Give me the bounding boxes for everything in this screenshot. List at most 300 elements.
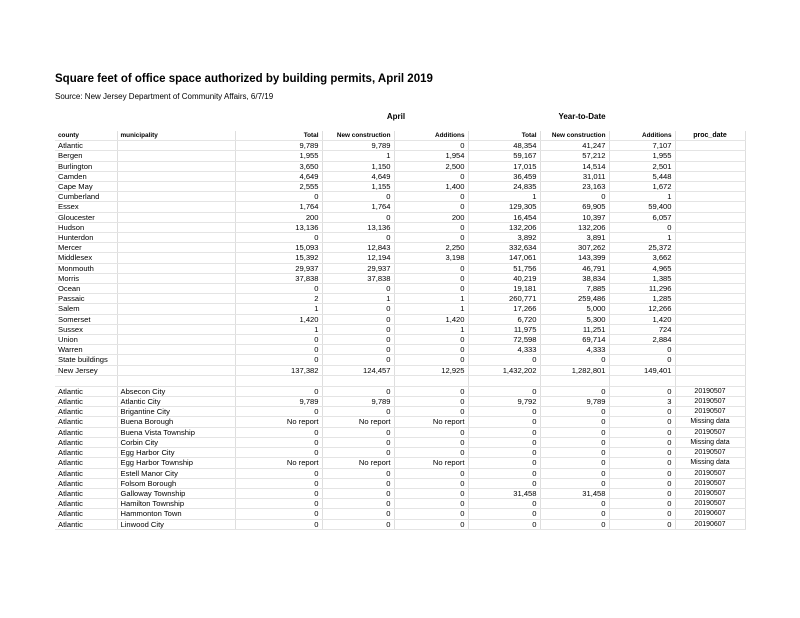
april-additions-cell: 1,954 <box>394 151 468 161</box>
april-new-construction-cell: 0 <box>322 335 394 345</box>
municipality-row <box>55 417 745 427</box>
county-cell: Atlantic <box>55 458 117 468</box>
april-new-construction-cell: 0 <box>322 324 394 334</box>
april-total-cell: 0 <box>235 192 322 202</box>
municipality-row <box>55 519 745 529</box>
april-new-construction-cell: 0 <box>322 478 394 488</box>
municipality-cell: Folsom Borough <box>117 478 235 488</box>
county-cell: Ocean <box>55 284 117 294</box>
county-cell: Hudson <box>55 222 117 232</box>
municipality-cell <box>117 171 235 181</box>
municipality-cell <box>117 263 235 273</box>
group-header-ytd: Year-to-Date <box>558 112 606 121</box>
april-additions-cell: 1,420 <box>394 314 468 324</box>
proc-date-cell <box>675 222 745 232</box>
ytd-total-cell: 0 <box>468 437 540 447</box>
ytd-new-construction-cell: 0 <box>540 407 609 417</box>
april-new-construction-cell: 0 <box>322 304 394 314</box>
april-new-construction-cell: 0 <box>322 519 394 529</box>
county-row <box>55 202 745 212</box>
april-additions-cell: 0 <box>394 386 468 396</box>
april-new-construction-cell: 0 <box>322 509 394 519</box>
county-cell: Middlesex <box>55 253 117 263</box>
ytd-total-cell: 40,219 <box>468 273 540 283</box>
ytd-new-construction-cell: 259,486 <box>540 294 609 304</box>
proc-date-cell: 20190507 <box>675 397 745 407</box>
county-row <box>55 324 745 334</box>
proc-date-cell: 20190507 <box>675 478 745 488</box>
ytd-additions-cell: 2,884 <box>609 335 675 345</box>
ytd-total-cell: 0 <box>468 458 540 468</box>
county-cell: Essex <box>55 202 117 212</box>
april-total-cell: 0 <box>235 519 322 529</box>
ytd-new-construction-cell: 31,458 <box>540 488 609 498</box>
april-additions-cell: 200 <box>394 212 468 222</box>
municipality-cell <box>117 304 235 314</box>
april-additions-cell: 12,925 <box>394 365 468 375</box>
april-additions-cell: 0 <box>394 519 468 529</box>
proc-date-cell <box>675 294 745 304</box>
april-new-construction-cell: 124,457 <box>322 365 394 375</box>
ytd-additions-cell: 0 <box>609 355 675 365</box>
county-row <box>55 294 745 304</box>
ytd-total-cell: 0 <box>468 478 540 488</box>
proc-date-cell <box>675 202 745 212</box>
county-cell: Somerset <box>55 314 117 324</box>
ytd-new-construction-cell: 9,789 <box>540 397 609 407</box>
april-additions-cell: 0 <box>394 448 468 458</box>
april-total-cell: 0 <box>235 509 322 519</box>
ytd-new-construction-cell: 41,247 <box>540 141 609 151</box>
municipality-cell <box>117 273 235 283</box>
april-additions-cell: 2,250 <box>394 243 468 253</box>
proc-date-cell: 20190507 <box>675 488 745 498</box>
ytd-total-cell: 0 <box>468 386 540 396</box>
proc-date-cell: Missing data <box>675 458 745 468</box>
municipality-cell <box>117 233 235 243</box>
april-total-cell: 37,838 <box>235 273 322 283</box>
proc-date-cell <box>675 171 745 181</box>
municipality-cell: Buena Borough <box>117 417 235 427</box>
ytd-additions-cell: 25,372 <box>609 243 675 253</box>
county-row <box>55 182 745 192</box>
ytd-total-cell: 48,354 <box>468 141 540 151</box>
ytd-new-construction-cell: 1,282,801 <box>540 365 609 375</box>
municipality-cell <box>117 192 235 202</box>
municipality-cell <box>117 365 235 375</box>
ytd-additions-cell: 1,672 <box>609 182 675 192</box>
col-header-ytd-new-construction: New construction <box>540 131 609 141</box>
proc-date-cell: 20190507 <box>675 499 745 509</box>
april-total-cell: 0 <box>235 335 322 345</box>
county-row <box>55 141 745 151</box>
municipality-row <box>55 458 745 468</box>
proc-date-cell <box>675 182 745 192</box>
county-row <box>55 263 745 273</box>
ytd-total-cell: 0 <box>468 355 540 365</box>
county-cell: Atlantic <box>55 478 117 488</box>
proc-date-cell <box>675 345 745 355</box>
municipality-cell: Egg Harbor City <box>117 448 235 458</box>
april-new-construction-cell: 1,764 <box>322 202 394 212</box>
municipality-row <box>55 437 745 447</box>
municipality-row <box>55 386 745 396</box>
county-cell: Burlington <box>55 161 117 171</box>
april-total-cell: 3,650 <box>235 161 322 171</box>
municipality-cell: Estell Manor City <box>117 468 235 478</box>
ytd-total-cell: 51,756 <box>468 263 540 273</box>
proc-date-cell: 20190607 <box>675 519 745 529</box>
ytd-additions-cell: 1,385 <box>609 273 675 283</box>
april-additions-cell: 2,500 <box>394 161 468 171</box>
municipality-cell <box>117 355 235 365</box>
ytd-new-construction-cell: 0 <box>540 448 609 458</box>
municipality-cell <box>117 284 235 294</box>
col-header-county: county <box>55 131 117 141</box>
ytd-additions-cell: 0 <box>609 437 675 447</box>
county-cell: Atlantic <box>55 437 117 447</box>
ytd-additions-cell: 0 <box>609 499 675 509</box>
april-total-cell: 29,937 <box>235 263 322 273</box>
ytd-total-cell: 9,792 <box>468 397 540 407</box>
municipality-cell: Brigantine City <box>117 407 235 417</box>
ytd-total-cell: 6,720 <box>468 314 540 324</box>
ytd-total-cell: 72,598 <box>468 335 540 345</box>
ytd-total-cell: 0 <box>468 468 540 478</box>
municipality-cell: Egg Harbor Township <box>117 458 235 468</box>
ytd-additions-cell: 0 <box>609 386 675 396</box>
ytd-additions-cell: 0 <box>609 488 675 498</box>
ytd-total-cell: 17,015 <box>468 161 540 171</box>
municipality-cell <box>117 324 235 334</box>
april-additions-cell: 0 <box>394 263 468 273</box>
april-additions-cell: 0 <box>394 468 468 478</box>
april-additions-cell: 0 <box>394 202 468 212</box>
municipality-cell <box>117 151 235 161</box>
april-new-construction-cell: 37,838 <box>322 273 394 283</box>
municipality-row <box>55 397 745 407</box>
ytd-additions-cell: 0 <box>609 458 675 468</box>
report-source: Source: New Jersey Department of Community Affairs, 6/7/19 <box>55 92 274 101</box>
municipality-cell <box>117 212 235 222</box>
ytd-new-construction-cell: 132,206 <box>540 222 609 232</box>
ytd-new-construction-cell: 14,514 <box>540 161 609 171</box>
april-total-cell: 2,555 <box>235 182 322 192</box>
municipality-row <box>55 448 745 458</box>
april-new-construction-cell: 0 <box>322 192 394 202</box>
april-new-construction-cell: 29,937 <box>322 263 394 273</box>
april-new-construction-cell: 0 <box>322 355 394 365</box>
april-total-cell: 137,382 <box>235 365 322 375</box>
april-new-construction-cell: 9,789 <box>322 397 394 407</box>
ytd-total-cell: 19,181 <box>468 284 540 294</box>
april-total-cell: 0 <box>235 499 322 509</box>
april-additions-cell: 0 <box>394 355 468 365</box>
ytd-new-construction-cell: 0 <box>540 499 609 509</box>
april-total-cell: 0 <box>235 345 322 355</box>
proc-date-cell: Missing data <box>675 417 745 427</box>
april-additions-cell: No report <box>394 417 468 427</box>
ytd-additions-cell: 149,401 <box>609 365 675 375</box>
county-cell: Morris <box>55 273 117 283</box>
ytd-new-construction-cell: 0 <box>540 478 609 488</box>
proc-date-cell: 20190507 <box>675 468 745 478</box>
county-cell: Atlantic <box>55 427 117 437</box>
col-header-april-new-construction: New construction <box>322 131 394 141</box>
municipality-row <box>55 407 745 417</box>
april-total-cell: 2 <box>235 294 322 304</box>
ytd-total-cell: 31,458 <box>468 488 540 498</box>
april-new-construction-cell: 0 <box>322 437 394 447</box>
ytd-additions-cell: 1,285 <box>609 294 675 304</box>
municipality-cell: Absecon City <box>117 386 235 396</box>
april-additions-cell: 0 <box>394 192 468 202</box>
county-row <box>55 365 745 375</box>
county-cell: Cumberland <box>55 192 117 202</box>
april-total-cell: 0 <box>235 468 322 478</box>
municipality-cell: Galloway Township <box>117 488 235 498</box>
april-total-cell: 0 <box>235 448 322 458</box>
april-additions-cell: 0 <box>394 284 468 294</box>
april-additions-cell: 0 <box>394 488 468 498</box>
april-total-cell: 0 <box>235 437 322 447</box>
ytd-total-cell: 16,454 <box>468 212 540 222</box>
county-cell: Bergen <box>55 151 117 161</box>
ytd-total-cell: 0 <box>468 499 540 509</box>
ytd-total-cell: 59,167 <box>468 151 540 161</box>
county-row <box>55 243 745 253</box>
proc-date-cell <box>675 284 745 294</box>
ytd-new-construction-cell: 46,791 <box>540 263 609 273</box>
county-cell: Atlantic <box>55 488 117 498</box>
ytd-additions-cell: 0 <box>609 478 675 488</box>
april-new-construction-cell: 13,136 <box>322 222 394 232</box>
municipality-cell: Corbin City <box>117 437 235 447</box>
proc-date-cell <box>675 253 745 263</box>
proc-date-cell <box>675 304 745 314</box>
ytd-additions-cell: 1,955 <box>609 151 675 161</box>
proc-date-cell: 20190607 <box>675 509 745 519</box>
ytd-total-cell: 4,333 <box>468 345 540 355</box>
spacer-row <box>55 375 745 386</box>
municipality-cell <box>117 314 235 324</box>
april-total-cell: 15,392 <box>235 253 322 263</box>
ytd-additions-cell: 0 <box>609 509 675 519</box>
ytd-new-construction-cell: 5,000 <box>540 304 609 314</box>
april-new-construction-cell: 0 <box>322 427 394 437</box>
april-new-construction-cell: 0 <box>322 488 394 498</box>
april-total-cell: 9,789 <box>235 141 322 151</box>
april-additions-cell: 0 <box>394 141 468 151</box>
county-cell: Mercer <box>55 243 117 253</box>
april-additions-cell: 1,400 <box>394 182 468 192</box>
april-total-cell: 0 <box>235 355 322 365</box>
municipality-row <box>55 468 745 478</box>
april-new-construction-cell: 4,649 <box>322 171 394 181</box>
ytd-additions-cell: 0 <box>609 222 675 232</box>
county-row <box>55 233 745 243</box>
april-additions-cell: 1 <box>394 324 468 334</box>
ytd-additions-cell: 0 <box>609 345 675 355</box>
april-additions-cell: 0 <box>394 222 468 232</box>
county-cell: Atlantic <box>55 397 117 407</box>
april-new-construction-cell: 0 <box>322 233 394 243</box>
proc-date-cell: 20190507 <box>675 427 745 437</box>
county-cell: Atlantic <box>55 468 117 478</box>
ytd-additions-cell: 3,662 <box>609 253 675 263</box>
ytd-total-cell: 1 <box>468 192 540 202</box>
county-row <box>55 273 745 283</box>
ytd-new-construction-cell: 0 <box>540 437 609 447</box>
april-additions-cell: 0 <box>394 335 468 345</box>
county-row <box>55 212 745 222</box>
april-new-construction-cell: 0 <box>322 314 394 324</box>
municipality-cell: Linwood City <box>117 519 235 529</box>
april-new-construction-cell: No report <box>322 458 394 468</box>
april-total-cell: 1,420 <box>235 314 322 324</box>
proc-date-cell <box>675 141 745 151</box>
county-cell: Hunterdon <box>55 233 117 243</box>
april-additions-cell: 0 <box>394 233 468 243</box>
ytd-additions-cell: 5,448 <box>609 171 675 181</box>
ytd-new-construction-cell: 0 <box>540 468 609 478</box>
county-cell: Camden <box>55 171 117 181</box>
april-additions-cell: 3,198 <box>394 253 468 263</box>
april-total-cell: 0 <box>235 488 322 498</box>
ytd-new-construction-cell: 0 <box>540 386 609 396</box>
ytd-total-cell: 0 <box>468 417 540 427</box>
ytd-new-construction-cell: 143,399 <box>540 253 609 263</box>
ytd-additions-cell: 2,501 <box>609 161 675 171</box>
april-new-construction-cell: 12,843 <box>322 243 394 253</box>
proc-date-cell <box>675 324 745 334</box>
county-row <box>55 284 745 294</box>
county-row <box>55 304 745 314</box>
april-additions-cell: 1 <box>394 294 468 304</box>
april-new-construction-cell: 0 <box>322 284 394 294</box>
april-new-construction-cell: 1,155 <box>322 182 394 192</box>
municipality-cell <box>117 294 235 304</box>
col-header-ytd-additions: Additions <box>609 131 675 141</box>
col-header-april-additions: Additions <box>394 131 468 141</box>
report-title: Square feet of office space authorized by building permits, April 2019 <box>55 73 433 85</box>
municipality-cell: Buena Vista Township <box>117 427 235 437</box>
ytd-additions-cell: 1 <box>609 233 675 243</box>
ytd-total-cell: 11,975 <box>468 324 540 334</box>
april-total-cell: 0 <box>235 478 322 488</box>
section-spacer <box>55 375 745 386</box>
proc-date-cell <box>675 233 745 243</box>
ytd-additions-cell: 59,400 <box>609 202 675 212</box>
proc-date-cell <box>675 161 745 171</box>
april-additions-cell: 0 <box>394 509 468 519</box>
ytd-total-cell: 0 <box>468 509 540 519</box>
ytd-new-construction-cell: 11,251 <box>540 324 609 334</box>
municipality-cell <box>117 161 235 171</box>
ytd-new-construction-cell: 0 <box>540 355 609 365</box>
county-row <box>55 161 745 171</box>
april-new-construction-cell: 1,150 <box>322 161 394 171</box>
municipality-cell <box>117 335 235 345</box>
proc-date-cell <box>675 273 745 283</box>
ytd-additions-cell: 6,057 <box>609 212 675 222</box>
county-summary-rows <box>55 141 745 376</box>
april-total-cell: 0 <box>235 427 322 437</box>
proc-date-cell <box>675 355 745 365</box>
proc-date-cell <box>675 365 745 375</box>
municipality-cell: Hammonton Town <box>117 509 235 519</box>
april-total-cell: 0 <box>235 284 322 294</box>
april-total-cell: 9,789 <box>235 397 322 407</box>
ytd-additions-cell: 0 <box>609 407 675 417</box>
ytd-additions-cell: 0 <box>609 417 675 427</box>
municipality-row <box>55 488 745 498</box>
group-header-april: April <box>386 112 406 121</box>
april-total-cell: 200 <box>235 212 322 222</box>
municipality-row <box>55 499 745 509</box>
april-additions-cell: 0 <box>394 345 468 355</box>
ytd-additions-cell: 0 <box>609 448 675 458</box>
county-row <box>55 253 745 263</box>
april-additions-cell: 0 <box>394 273 468 283</box>
county-row <box>55 222 745 232</box>
municipality-row <box>55 478 745 488</box>
april-new-construction-cell: 1 <box>322 151 394 161</box>
ytd-additions-cell: 12,266 <box>609 304 675 314</box>
april-additions-cell: 0 <box>394 478 468 488</box>
ytd-total-cell: 129,305 <box>468 202 540 212</box>
april-total-cell: No report <box>235 417 322 427</box>
county-row <box>55 345 745 355</box>
ytd-new-construction-cell: 0 <box>540 427 609 437</box>
april-total-cell: 1,955 <box>235 151 322 161</box>
ytd-additions-cell: 724 <box>609 324 675 334</box>
ytd-new-construction-cell: 0 <box>540 417 609 427</box>
april-total-cell: No report <box>235 458 322 468</box>
ytd-total-cell: 147,061 <box>468 253 540 263</box>
april-new-construction-cell: 0 <box>322 407 394 417</box>
proc-date-cell <box>675 243 745 253</box>
ytd-total-cell: 3,892 <box>468 233 540 243</box>
april-total-cell: 0 <box>235 233 322 243</box>
ytd-new-construction-cell: 3,891 <box>540 233 609 243</box>
april-additions-cell: 0 <box>394 407 468 417</box>
ytd-total-cell: 17,266 <box>468 304 540 314</box>
april-additions-cell: 0 <box>394 499 468 509</box>
proc-date-cell <box>675 151 745 161</box>
april-total-cell: 13,136 <box>235 222 322 232</box>
ytd-new-construction-cell: 38,834 <box>540 273 609 283</box>
ytd-total-cell: 36,459 <box>468 171 540 181</box>
ytd-total-cell: 260,771 <box>468 294 540 304</box>
proc-date-cell: 20190507 <box>675 386 745 396</box>
ytd-total-cell: 132,206 <box>468 222 540 232</box>
municipality-row <box>55 427 745 437</box>
county-row <box>55 151 745 161</box>
ytd-new-construction-cell: 4,333 <box>540 345 609 355</box>
april-additions-cell: 0 <box>394 397 468 407</box>
proc-date-cell: 20190507 <box>675 448 745 458</box>
april-new-construction-cell: 0 <box>322 499 394 509</box>
ytd-additions-cell: 0 <box>609 427 675 437</box>
april-new-construction-cell: 0 <box>322 345 394 355</box>
april-total-cell: 4,649 <box>235 171 322 181</box>
municipality-row <box>55 509 745 519</box>
col-header-ytd-total: Total <box>468 131 540 141</box>
proc-date-cell <box>675 212 745 222</box>
municipality-cell <box>117 222 235 232</box>
ytd-total-cell: 24,835 <box>468 182 540 192</box>
